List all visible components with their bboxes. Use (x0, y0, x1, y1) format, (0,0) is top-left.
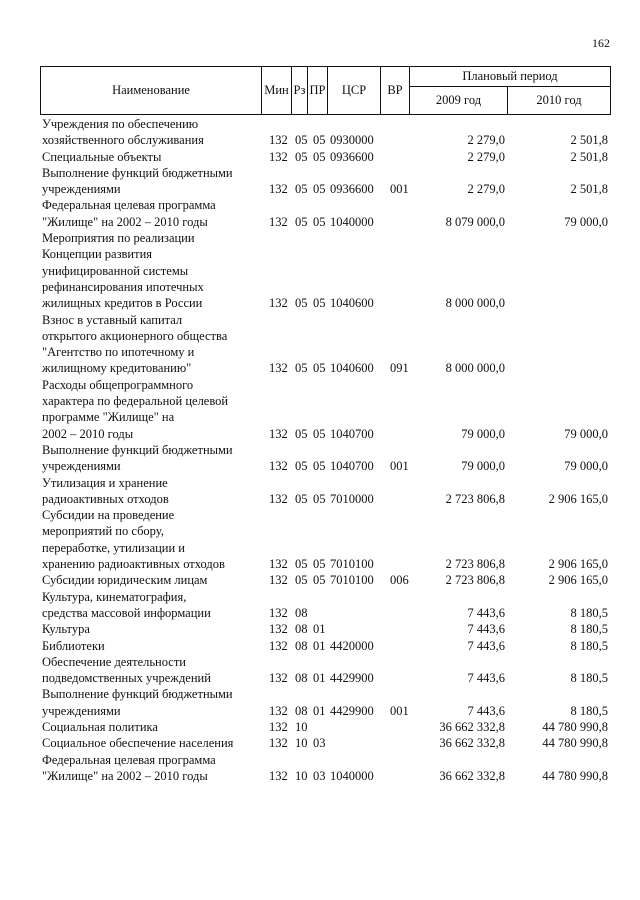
row-2009: 7 443,6 (467, 638, 505, 653)
row-name (40, 621, 264, 637)
header-period: Плановый период (410, 67, 611, 87)
row-csr: 0936600 (330, 149, 374, 164)
row-2009: 79 000,0 (461, 459, 505, 474)
row-pr: 05 (313, 459, 326, 474)
row-name (40, 165, 264, 198)
row-name (40, 507, 264, 572)
row-csr: 4429900 (330, 703, 374, 718)
row-name (40, 686, 264, 719)
table-row (40, 686, 610, 719)
row-min: 132 (269, 671, 288, 686)
row-2009: 2 723 806,8 (445, 491, 505, 506)
row-csr: 7010100 (330, 573, 374, 588)
table-row (40, 572, 610, 588)
table-row (40, 735, 610, 751)
row-name (40, 377, 264, 442)
row-rz: 05 (295, 361, 308, 376)
row-csr: 1040600 (330, 361, 374, 376)
row-csr: 1040700 (330, 426, 374, 441)
row-vr: 001 (390, 703, 409, 718)
row-min: 132 (269, 768, 288, 783)
row-name (40, 149, 264, 165)
row-pr: 05 (313, 133, 326, 148)
row-vr: 001 (390, 182, 409, 197)
row-name (40, 197, 264, 230)
row-name-line: Выполнение функций бюджетными (42, 687, 233, 702)
row-min: 132 (269, 719, 288, 734)
row-pr: 05 (313, 491, 326, 506)
row-rz: 08 (295, 671, 308, 686)
row-pr: 05 (313, 426, 326, 441)
table-row (40, 654, 610, 687)
row-rz: 05 (295, 296, 308, 311)
row-rz: 05 (295, 459, 308, 474)
table-row (40, 377, 610, 442)
row-pr: 05 (313, 361, 326, 376)
row-min: 132 (269, 426, 288, 441)
row-rz: 10 (295, 768, 308, 783)
row-min: 132 (269, 296, 288, 311)
table-header (40, 66, 611, 115)
header-2009: 2009 год (410, 87, 508, 115)
row-rz: 08 (295, 703, 308, 718)
row-rz: 05 (295, 149, 308, 164)
row-2009: 7 443,6 (467, 605, 505, 620)
row-pr: 05 (313, 573, 326, 588)
row-rz: 10 (295, 719, 308, 734)
row-name-line: мероприятий по сбору, (42, 524, 164, 539)
row-2009: 8 000 000,0 (445, 296, 505, 311)
row-2009: 7 443,6 (467, 622, 505, 637)
row-name (40, 230, 264, 311)
row-min: 132 (269, 573, 288, 588)
row-name (40, 752, 264, 785)
row-name (40, 589, 264, 622)
row-2009: 8 000 000,0 (445, 361, 505, 376)
row-pr: 01 (313, 703, 326, 718)
row-2009: 36 662 332,8 (439, 768, 505, 783)
row-min: 132 (269, 491, 288, 506)
row-name-line: "Жилище" на 2002 – 2010 годы (42, 768, 208, 783)
row-name-line: Субсидии на проведение (42, 508, 175, 523)
row-name-line: жилищному кредитованию" (42, 361, 192, 376)
row-min: 132 (269, 703, 288, 718)
row-name-line: хранению радиоактивных отходов (42, 557, 225, 572)
row-pr: 05 (313, 296, 326, 311)
row-name-line: средства массовой информации (42, 605, 211, 620)
row-name (40, 572, 264, 588)
row-rz: 05 (295, 182, 308, 197)
row-name-line: 2002 – 2010 годы (42, 426, 134, 441)
row-name (40, 735, 264, 751)
table-row (40, 116, 610, 149)
row-pr: 01 (313, 638, 326, 653)
page-number: 162 (592, 36, 610, 50)
header-2010: 2010 год (508, 87, 611, 115)
table-row (40, 149, 610, 165)
row-name-line: Социальная политика (42, 719, 158, 734)
row-2009: 2 279,0 (467, 182, 505, 197)
row-name-line: Концепции развития (42, 247, 153, 262)
row-pr: 03 (313, 768, 326, 783)
row-min: 132 (269, 605, 288, 620)
header-pr: ПР (308, 67, 328, 115)
row-2010: 2 906 165,0 (548, 491, 608, 506)
row-name (40, 116, 264, 149)
table-body (40, 116, 610, 784)
row-name-line: Библиотеки (42, 638, 105, 653)
row-name-line: рефинансирования ипотечных (42, 279, 204, 294)
row-2009: 79 000,0 (461, 426, 505, 441)
table-row (40, 230, 610, 311)
row-name-line: программе "Жилище" на (42, 410, 175, 425)
row-name-line: Федеральная целевая программа (42, 752, 216, 767)
row-name-line: Взнос в уставный капитал (42, 312, 183, 327)
row-name (40, 638, 264, 654)
row-name-line: переработке, утилизации и (42, 540, 185, 555)
row-csr: 0930000 (330, 133, 374, 148)
row-2010: 44 780 990,8 (542, 768, 608, 783)
header-csr: ЦСР (328, 67, 381, 115)
row-min: 132 (269, 214, 288, 229)
row-2010: 2 501,8 (570, 149, 608, 164)
row-min: 132 (269, 557, 288, 572)
row-vr: 091 (390, 361, 409, 376)
row-vr: 006 (390, 573, 409, 588)
row-2009: 8 079 000,0 (445, 214, 505, 229)
row-2010: 44 780 990,8 (542, 719, 608, 734)
header-vr: ВР (381, 67, 410, 115)
row-name-line: "Жилище" на 2002 – 2010 годы (42, 214, 208, 229)
row-2009: 7 443,6 (467, 703, 505, 718)
table-row (40, 197, 610, 230)
row-pr: 05 (313, 182, 326, 197)
row-min: 132 (269, 459, 288, 474)
row-pr: 05 (313, 149, 326, 164)
row-min: 132 (269, 149, 288, 164)
row-name-line: Мероприятия по реализации (42, 231, 195, 246)
row-name (40, 475, 264, 508)
header-rz: Рз (292, 67, 308, 115)
row-2010: 8 180,5 (570, 703, 608, 718)
table-row (40, 475, 610, 508)
row-min: 132 (269, 638, 288, 653)
row-2010: 79 000,0 (564, 426, 608, 441)
row-pr: 01 (313, 622, 326, 637)
row-vr: 001 (390, 459, 409, 474)
row-2010: 2 906 165,0 (548, 557, 608, 572)
row-name (40, 654, 264, 687)
row-2009: 7 443,6 (467, 671, 505, 686)
row-2010: 8 180,5 (570, 622, 608, 637)
row-csr: 1040700 (330, 459, 374, 474)
row-name-line: жилищных кредитов в России (42, 296, 203, 311)
row-name-line: радиоактивных отходов (42, 491, 169, 506)
row-rz: 05 (295, 573, 308, 588)
row-2010: 79 000,0 (564, 214, 608, 229)
row-rz: 05 (295, 426, 308, 441)
row-name-line: Выполнение функций бюджетными (42, 442, 233, 457)
row-name-line: Обеспечение деятельности (42, 654, 187, 669)
row-name-line: Утилизация и хранение (42, 475, 168, 490)
row-rz: 08 (295, 605, 308, 620)
row-2010: 8 180,5 (570, 671, 608, 686)
table-row (40, 442, 610, 475)
row-pr: 01 (313, 671, 326, 686)
row-csr: 4429900 (330, 671, 374, 686)
table-row (40, 638, 610, 654)
row-rz: 10 (295, 736, 308, 751)
row-rz: 08 (295, 622, 308, 637)
row-name (40, 719, 264, 735)
row-csr: 1040000 (330, 768, 374, 783)
row-2009: 2 723 806,8 (445, 557, 505, 572)
table-row (40, 507, 610, 572)
row-name-line: Социальное обеспечение населения (42, 736, 234, 751)
row-rz: 05 (295, 491, 308, 506)
row-csr: 7010100 (330, 557, 374, 572)
row-name-line: учреждениями (42, 703, 121, 718)
row-name-line: подведомственных учреждений (42, 671, 211, 686)
row-name-line: Учреждения по обеспечению (42, 117, 199, 131)
row-2010: 2 501,8 (570, 133, 608, 148)
row-2009: 36 662 332,8 (439, 736, 505, 751)
row-2010: 2 501,8 (570, 182, 608, 197)
row-csr: 7010000 (330, 491, 374, 506)
row-rz: 08 (295, 638, 308, 653)
row-pr: 05 (313, 557, 326, 572)
row-name-line: унифицированной системы (42, 263, 189, 278)
row-pr: 03 (313, 736, 326, 751)
row-csr: 4420000 (330, 638, 374, 653)
row-2010: 44 780 990,8 (542, 736, 608, 751)
row-name-line: Федеральная целевая программа (42, 198, 216, 213)
row-2009: 2 279,0 (467, 133, 505, 148)
table-row (40, 719, 610, 735)
row-name-line: учреждениями (42, 182, 121, 197)
table-row (40, 312, 610, 377)
row-name (40, 442, 264, 475)
row-2009: 2 723 806,8 (445, 573, 505, 588)
row-name (40, 312, 264, 377)
row-min: 132 (269, 182, 288, 197)
row-2009: 36 662 332,8 (439, 719, 505, 734)
row-rz: 05 (295, 214, 308, 229)
row-name-line: Культура, кинематография, (42, 589, 187, 604)
row-name-line: учреждениями (42, 459, 121, 474)
table-row (40, 165, 610, 198)
row-csr: 1040600 (330, 296, 374, 311)
table-row (40, 752, 610, 785)
row-min: 132 (269, 361, 288, 376)
row-name-line: открытого акционерного общества (42, 328, 228, 343)
row-2010: 2 906 165,0 (548, 573, 608, 588)
row-2010: 79 000,0 (564, 459, 608, 474)
row-name-line: хозяйственного обслуживания (42, 133, 204, 148)
row-name-line: Выполнение функций бюджетными (42, 165, 233, 180)
row-name-line: Субсидии юридическим лицам (42, 573, 208, 588)
row-name-line: характера по федеральной целевой (42, 394, 229, 409)
row-min: 132 (269, 736, 288, 751)
table-row (40, 589, 610, 622)
row-csr: 1040000 (330, 214, 374, 229)
row-rz: 05 (295, 557, 308, 572)
row-csr: 0936600 (330, 182, 374, 197)
row-2010: 8 180,5 (570, 605, 608, 620)
row-pr: 05 (313, 214, 326, 229)
header-min: Мин (262, 67, 292, 115)
row-min: 132 (269, 622, 288, 637)
row-2009: 2 279,0 (467, 149, 505, 164)
row-name-line: Специальные объекты (42, 149, 162, 164)
row-min: 132 (269, 133, 288, 148)
row-name-line: Культура (42, 622, 90, 637)
row-name-line: Расходы общепрограммного (42, 377, 194, 392)
header-name: Наименование (41, 67, 262, 115)
row-rz: 05 (295, 133, 308, 148)
row-name-line: "Агентство по ипотечному и (42, 345, 195, 360)
table-row (40, 621, 610, 637)
row-2010: 8 180,5 (570, 638, 608, 653)
